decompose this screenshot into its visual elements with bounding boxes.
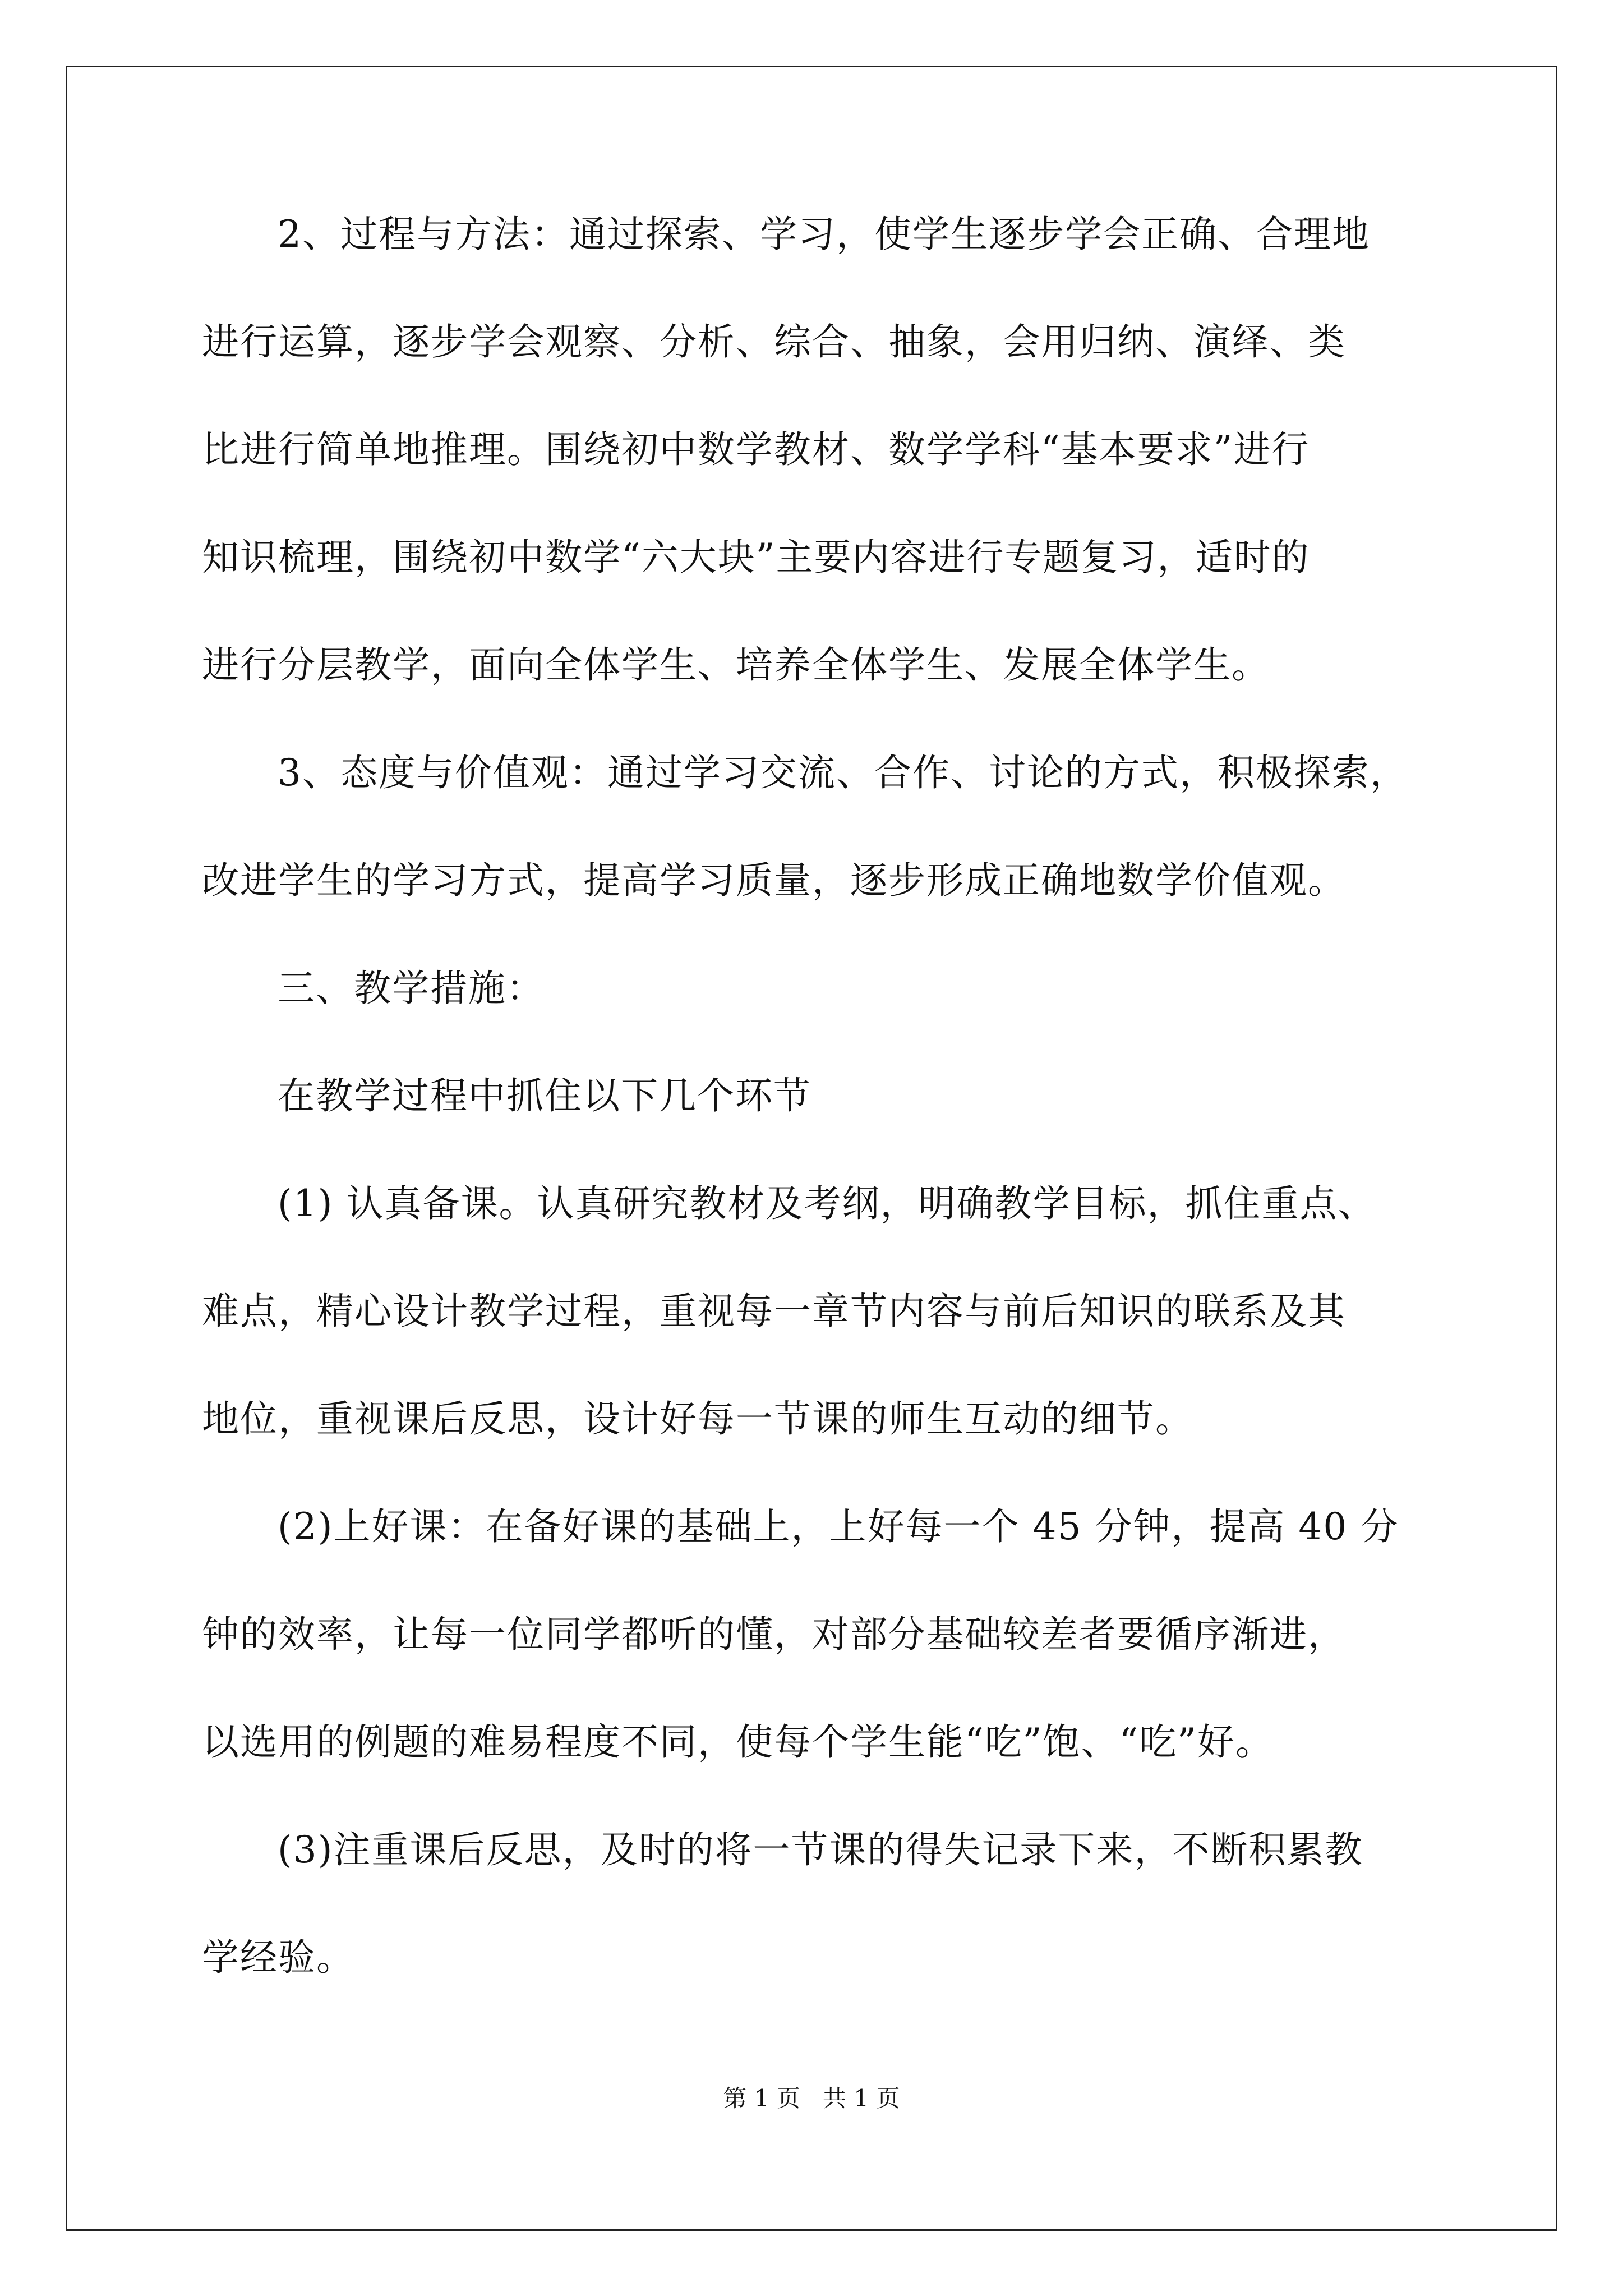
paragraph-line: 钟的效率，让每一位同学都听的懂，对部分基础较差者要循序渐进， [202,1613,1346,1656]
paragraph-line: 进行分层教学，面向全体学生、培养全体学生、发展全体学生。 [202,643,1270,687]
paragraph-line: 3、态度与价值观：通过学习交流、合作、讨论的方式，积极探索， [278,751,1408,794]
paragraph-line: 改进学生的学习方式，提高学习质量，逐步形成正确地数学价值观。 [202,859,1346,902]
paragraph-line: 地位，重视课后反思，设计好每一节课的师生互动的细节。 [202,1397,1193,1441]
paragraph-line: 学经验。 [202,1936,354,1979]
page-total: 共 1 页 [823,2085,900,2112]
paragraph-line: (1) 认真备课。认真研究教材及考纲，明确教学目标，抓住重点、 [278,1182,1376,1225]
page-footer [0,2087,1623,2110]
page-number: 第 1 页 [723,2085,800,2112]
paragraph-line: 进行运算，逐步学会观察、分析、综合、抽象，会用归纳、演绎、类 [202,320,1346,364]
paragraph-line: (2)上好课：在备好课的基础上，上好每一个 45 分钟，提高 40 分 [278,1505,1399,1548]
paragraph-line: 比进行简单地推理。围绕初中数学教材、数学学科“基本要求”进行 [202,428,1310,471]
document-body [202,213,1458,2047]
paragraph-line: (3)注重课后反思，及时的将一节课的得失记录下来，不断积累教 [278,1828,1363,1871]
paragraph-line: 难点，精心设计教学过程，重视每一章节内容与前后知识的联系及其 [202,1290,1346,1333]
paragraph-line: 知识梳理，围绕初中数学“六大块”主要内容进行专题复习，适时的 [202,536,1310,579]
section-heading: 三、教学措施： [278,967,545,1010]
paragraph-line: 以选用的例题的难易程度不同，使每个学生能“吃”饱、“吃”好。 [202,1720,1274,1764]
paragraph-line: 在教学过程中抓住以下几个环节 [278,1074,811,1117]
paragraph-line: 2、过程与方法：通过探索、学习，使学生逐步学会正确、合理地 [278,213,1370,256]
